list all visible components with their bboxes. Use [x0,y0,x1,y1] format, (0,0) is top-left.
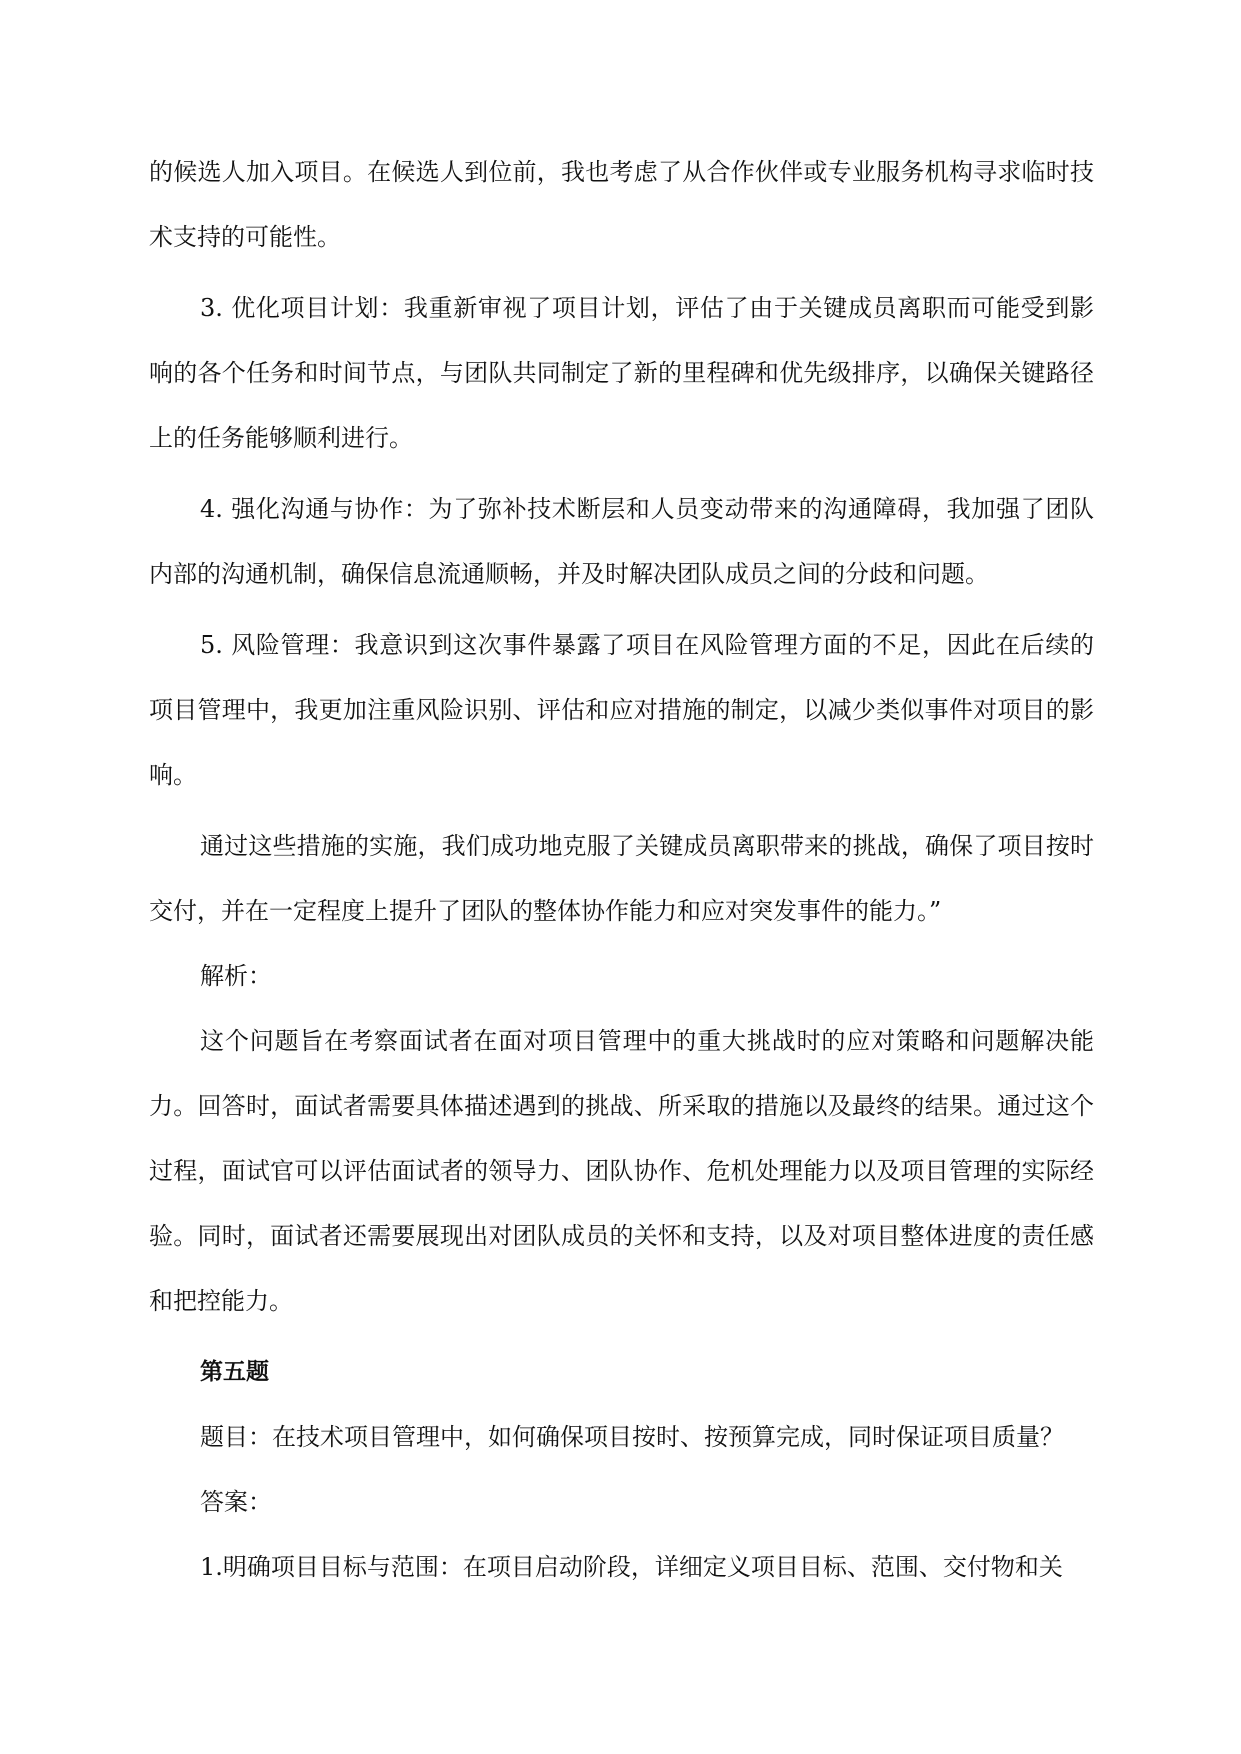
paragraph-communication: 4. 强化沟通与协作：为了弥补技术断层和人员变动带来的沟通障碍，我加强了团队内部的沟通机制，确保信息流通顺畅，并及时解决团队成员之间的分歧和问题。 [149,495,1094,588]
paragraph-analysis-label: 解析： [200,962,272,990]
document-body [149,140,1094,1600]
paragraph-risk-management: 5. 风险管理：我意识到这次事件暴露了项目在风险管理方面的不足，因此在后续的项目管理中，我更加注重风险识别、评估和应对措施的制定，以减少类似事件对项目的影响。 [149,631,1094,789]
paragraph-question: 题目：在技术项目管理中，如何确保项目按时、按预算完成，同时保证项目质量？ [200,1423,1064,1451]
paragraph-optimize-plan: 3. 优化项目计划：我重新审视了项目计划，评估了由于关键成员离职而可能受到影响的各个任务和时间节点，与团队共同制定了新的里程碑和优先级排序，以确保关键路径上的任务能够顺利进行。 [149,294,1094,452]
paragraph-analysis: 这个问题旨在考察面试者在面对项目管理中的重大挑战时的应对策略和问题解决能力。回答时，面试者需要具体描述遇到的挑战、所采取的措施以及最终的结果。通过这个过程，面试官可以评估面试者的领导力、团队协作、危机处理能力以及项目管理的实际经验。同时，面试者还需要展现出对团队成员的关怀和支持，以及对项目整体进度的责任感和把控能力。 [149,1027,1094,1315]
paragraph-answer-item-1: 1.明确项目目标与范围：在项目启动阶段，详细定义项目目标、范围、交付物和关 [200,1553,1063,1581]
paragraph-conclusion: 通过这些措施的实施，我们成功地克服了关键成员离职带来的挑战，确保了项目按时交付，并在一定程度上提升了团队的整体协作能力和应对突发事件的能力。” [149,832,1094,925]
paragraph-continuation: 的候选人加入项目。在候选人到位前，我也考虑了从合作伙伴或专业服务机构寻求临时技术支持的可能性。 [149,158,1094,251]
paragraph-answer-label: 答案： [200,1488,272,1516]
section-heading: 第五题 [200,1359,269,1385]
